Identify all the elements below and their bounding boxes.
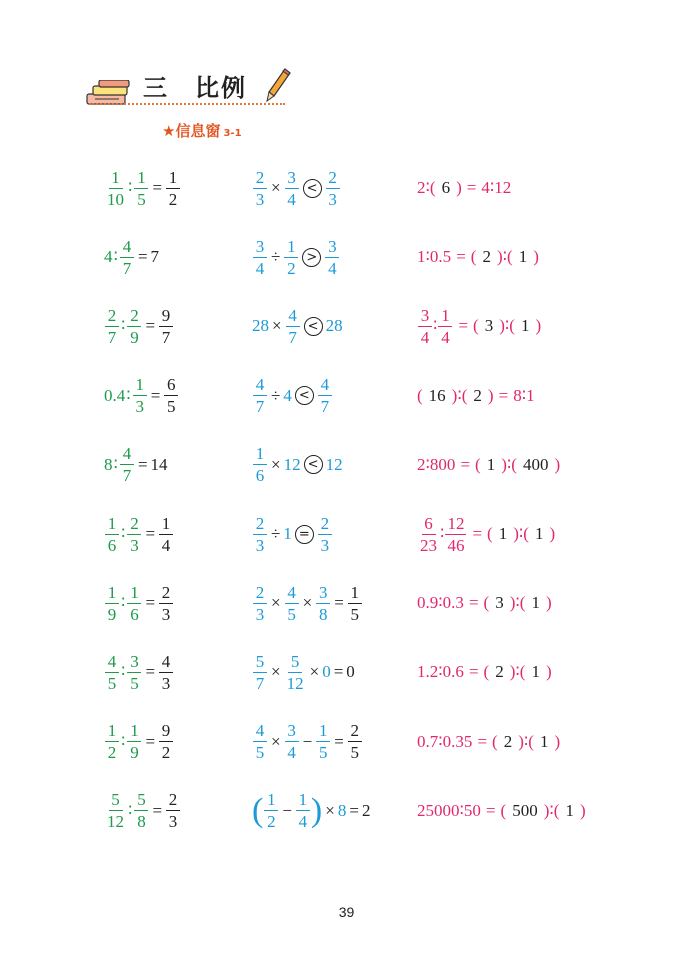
- ratio-fill-item: 2∶800 = ( 1 )∶( 400 ): [417, 454, 561, 474]
- fraction: $\frac{4}{7}$: [286, 307, 300, 346]
- compare-item: $\frac{1}{6}$ × 12 < 12: [252, 440, 343, 490]
- fraction: $\frac{4}{3}$: [159, 653, 173, 692]
- ratio-simplify-item: 4 ∶ $\frac{4}{7}$ = 7: [104, 236, 160, 278]
- fraction: $\frac{4}{5}$: [105, 653, 119, 692]
- ratio-fill-item: 1.2∶0.6 = ( 2 )∶( 1 ): [417, 662, 552, 682]
- compare-item: ( $\frac{1}{2}$ − $\frac{1}{4}$ ) × 8 = 2: [252, 790, 371, 832]
- ratio-fill-item: $\frac{3}{4}$ ∶ $\frac{1}{4}$ = ( 3 )∶( 1 ): [417, 301, 541, 351]
- fraction: $\frac{9}{2}$: [159, 722, 173, 761]
- fraction: $\frac{4}{7}$: [253, 376, 267, 415]
- fraction: $\frac{5}{8}$: [134, 791, 148, 830]
- fraction: $\frac{2}{3}$: [166, 791, 180, 830]
- fraction: $\frac{2}{7}$: [105, 307, 119, 346]
- ratio-simplify-item: $\frac{1}{6}$ ∶ $\frac{2}{3}$ = $\frac{1}{4}$: [104, 509, 174, 559]
- fraction: $\frac{6}{23}$: [420, 513, 437, 555]
- fraction: $\frac{2}{9}$: [127, 307, 141, 346]
- fraction: $\frac{4}{7}$: [318, 376, 332, 415]
- fraction: $\frac{4}{5}$: [285, 584, 299, 623]
- compare-item: $\frac{2}{3}$ × $\frac{4}{5}$ × $\frac{3}{8}$ = $\frac{1}{5}$: [252, 578, 363, 628]
- ratio-simplify-item: $\frac{5}{12}$ ∶ $\frac{5}{8}$ = $\frac{2}{3}$: [104, 786, 181, 836]
- fraction: $\frac{4}{5}$: [253, 722, 267, 761]
- fraction: $\frac{1}{2}$: [264, 791, 278, 830]
- fraction: $\frac{2}{5}$: [348, 722, 362, 761]
- fraction: $\frac{3}{4}$: [325, 238, 339, 277]
- exercise-row: [0, 371, 693, 421]
- fraction: $\frac{2}{3}$: [326, 169, 340, 208]
- fraction: $\frac{6}{5}$: [164, 376, 178, 415]
- ratio-fill-item: 0.9∶0.3 = ( 3 )∶( 1 ): [417, 593, 552, 613]
- ratio-fill-item: 0.7∶0.35 = ( 2 )∶( 1 ): [417, 731, 561, 751]
- fraction: $\frac{1}{3}$: [133, 376, 147, 415]
- ratio-simplify-item: $\frac{4}{5}$ ∶ $\frac{3}{5}$ = $\frac{4}{3}$: [104, 647, 174, 697]
- fraction: $\frac{1}{2}$: [166, 169, 180, 208]
- fraction: $\frac{2}{3}$: [253, 515, 267, 554]
- exercise-row: [0, 647, 693, 697]
- exercise-row: [0, 301, 693, 351]
- fraction: $\frac{3}{4}$: [253, 238, 267, 277]
- fraction: $\frac{4}{7}$: [120, 238, 134, 277]
- compare-item: $\frac{4}{7}$ ÷ 4 < $\frac{4}{7}$: [252, 371, 333, 421]
- fraction: $\frac{5}{12}$: [286, 651, 304, 693]
- fraction: $\frac{2}{3}$: [253, 584, 267, 623]
- fraction: $\frac{5}{12}$: [107, 790, 124, 832]
- fraction: $\frac{3}{8}$: [316, 584, 330, 623]
- comparison-circle: >: [302, 248, 321, 267]
- compare-item: $\frac{2}{3}$ ÷ 1 = $\frac{2}{3}$: [252, 509, 333, 559]
- exercise-row: [0, 786, 693, 836]
- exercise-row: [0, 232, 693, 282]
- ratio-fill-item: $\frac{6}{23}$ ∶ $\frac{12}{46}$ = ( 1 )∶( 1 ): [420, 513, 556, 555]
- exercise-row: [0, 509, 693, 559]
- fraction: $\frac{3}{4}$: [418, 307, 432, 346]
- fraction: $\frac{1}{4}$: [159, 515, 173, 554]
- compare-item: $\frac{3}{4}$ ÷ $\frac{1}{2}$ > $\frac{3}{4}$: [252, 232, 340, 282]
- chapter-title: 三 比例: [143, 74, 247, 102]
- fraction: $\frac{1}{2}$: [284, 238, 298, 277]
- fraction: $\frac{4}{7}$: [120, 445, 134, 484]
- chapter-header: [85, 60, 315, 115]
- ratio-simplify-item: 0.4 ∶ $\frac{1}{3}$ = $\frac{6}{5}$: [104, 371, 179, 421]
- ratio-fill-item: 2∶( 6 ) = 4∶12: [417, 178, 512, 197]
- ratio-fill-item: 1∶0.5 = ( 2 )∶( 1 ): [417, 247, 539, 267]
- compare-item: 28 × $\frac{4}{7}$ < 28: [252, 305, 343, 347]
- ratio-simplify-item: 8 ∶ $\frac{4}{7}$ = 14: [104, 444, 168, 486]
- fraction: $\frac{2}{3}$: [318, 515, 332, 554]
- ratio-simplify-item: $\frac{1}{2}$ ∶ $\frac{1}{9}$ = $\frac{9}{2}$: [104, 717, 174, 767]
- fraction: $\frac{1}{6}$: [253, 445, 267, 484]
- exercise-row: [0, 578, 693, 628]
- fraction: $\frac{2}{3}$: [253, 169, 267, 208]
- fraction: $\frac{1}{5}$: [316, 722, 330, 761]
- fraction: $\frac{1}{4}$: [296, 791, 310, 830]
- page-number: 39: [338, 904, 355, 920]
- ratio-simplify-item: $\frac{2}{7}$ ∶ $\frac{2}{9}$ = $\frac{9}{7}$: [104, 301, 174, 351]
- fraction: $\frac{12}{46}$: [447, 513, 465, 555]
- info-window-label: ★信息窗 3-1: [162, 122, 242, 140]
- exercise-row: [0, 717, 693, 767]
- ratio-fill-item: ( 16 )∶( 2 ) = 8∶1: [417, 385, 535, 405]
- fraction: $\frac{3}{4}$: [285, 169, 299, 208]
- fraction: $\frac{1}{6}$: [105, 515, 119, 554]
- ratio-simplify-item: $\frac{1}{10}$ ∶ $\frac{1}{5}$ = $\frac{1}{2}$: [104, 163, 181, 213]
- comparison-circle: <: [295, 386, 314, 405]
- exercise-row: [0, 163, 693, 213]
- ratio-fill-item: 25000∶50 = ( 500 )∶( 1 ): [417, 800, 586, 820]
- compare-item: $\frac{2}{3}$ × $\frac{3}{4}$ < $\frac{2}{3}$: [252, 163, 341, 213]
- ratio-simplify-item: $\frac{1}{9}$ ∶ $\frac{1}{6}$ = $\frac{2}{3}$: [104, 578, 174, 628]
- exercise-row: [0, 440, 693, 490]
- comparison-circle: <: [304, 317, 323, 336]
- fraction: $\frac{1}{5}$: [348, 584, 362, 623]
- fraction: $\frac{1}{5}$: [134, 169, 148, 208]
- fraction: $\frac{9}{7}$: [159, 307, 173, 346]
- compare-item: $\frac{5}{7}$ × $\frac{5}{12}$ × 0 = 0: [252, 647, 355, 697]
- fraction: $\frac{1}{6}$: [127, 584, 141, 623]
- fraction: $\frac{1}{10}$: [107, 167, 124, 209]
- header-underline: [89, 103, 285, 105]
- comparison-circle: <: [303, 179, 322, 198]
- fraction: $\frac{3}{5}$: [127, 653, 141, 692]
- fraction: $\frac{3}{4}$: [285, 722, 299, 761]
- fraction: $\frac{2}{3}$: [127, 515, 141, 554]
- star-icon: ★: [162, 122, 176, 140]
- fraction: $\frac{1}{9}$: [127, 722, 141, 761]
- compare-item: $\frac{4}{5}$ × $\frac{3}{4}$ − $\frac{1}{5}$ = $\frac{2}{5}$: [252, 717, 363, 767]
- fraction: $\frac{1}{9}$: [105, 584, 119, 623]
- comparison-circle: =: [295, 525, 314, 544]
- pencil-icon: [265, 68, 291, 102]
- fraction: $\frac{5}{7}$: [253, 653, 267, 692]
- fraction: $\frac{1}{2}$: [105, 722, 119, 761]
- comparison-circle: <: [304, 455, 323, 474]
- fraction: $\frac{1}{4}$: [438, 307, 452, 346]
- fraction: $\frac{2}{3}$: [159, 584, 173, 623]
